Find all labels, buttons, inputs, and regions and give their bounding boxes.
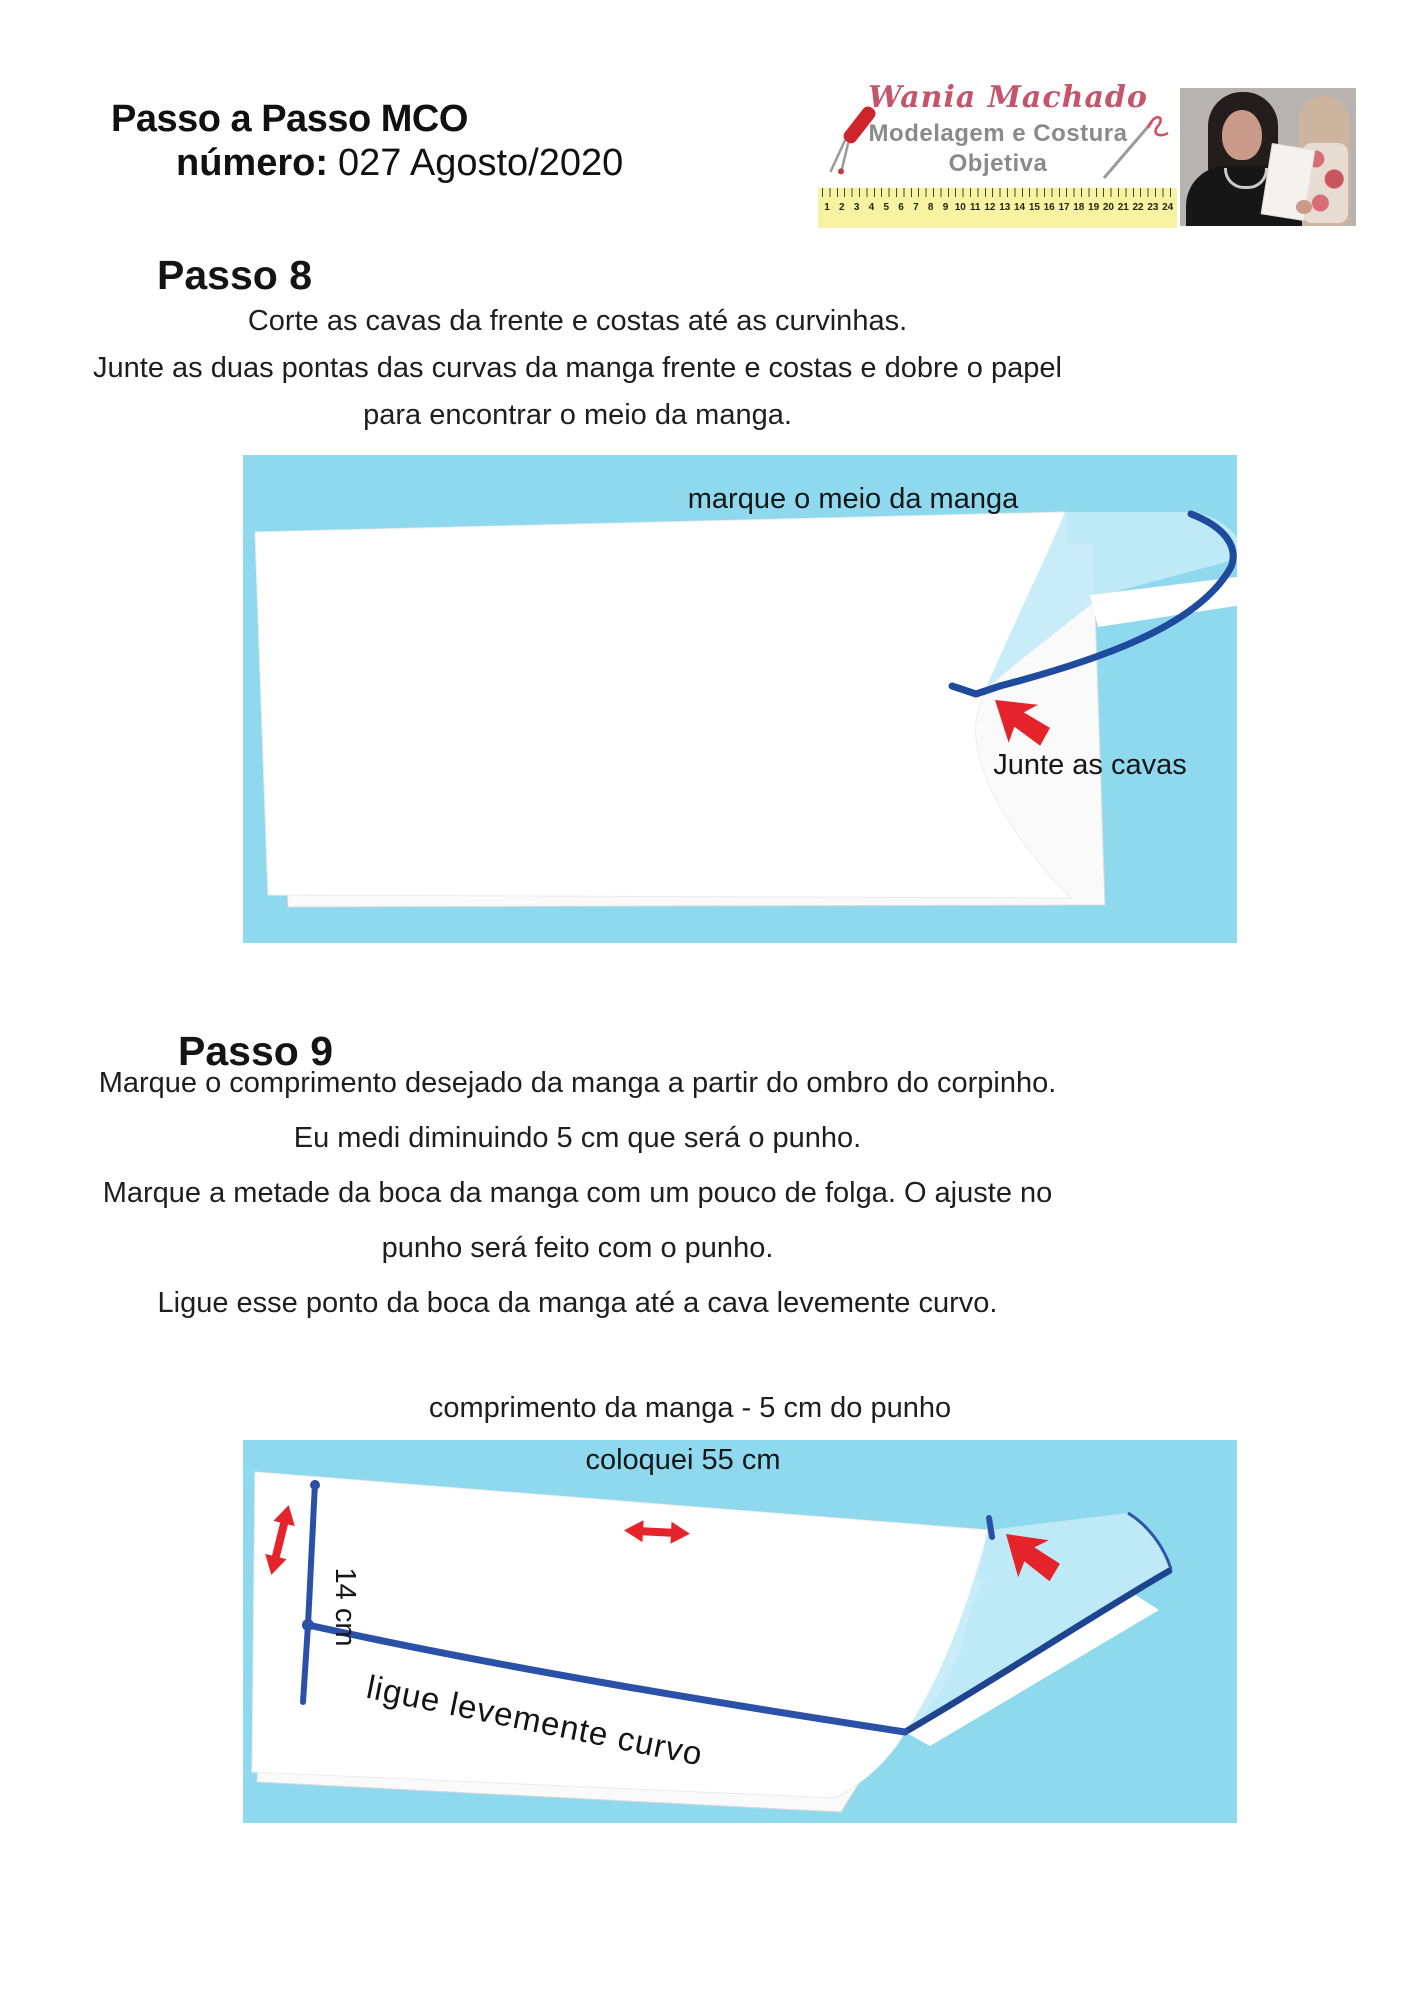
ruler-number: 22 (1132, 202, 1144, 213)
figure1-label-join: Junte as cavas (993, 749, 1187, 781)
ruler-ticks (822, 188, 1177, 197)
brand-subtitle-1: Modelagem e Costura (868, 120, 1128, 147)
ruler-number: 17 (1058, 202, 1070, 213)
figure2-label-14cm: 14 cm (329, 1567, 361, 1647)
ruler-number: 19 (1088, 202, 1100, 213)
step9-line-5: Ligue esse ponto da boca da manga até a cava levemente curvo. (157, 1287, 998, 1319)
ruler-number: 12 (984, 202, 996, 213)
step8-heading: Passo 8 (157, 252, 312, 298)
ruler-number: 9 (942, 202, 949, 213)
issue-number-value: 027 Agosto/2020 (338, 142, 624, 184)
ruler-number: 7 (913, 202, 919, 213)
ruler-number: 20 (1102, 202, 1114, 213)
ruler-number: 13 (999, 202, 1011, 213)
ruler-number: 15 (1028, 202, 1040, 213)
cava-tick-mark (989, 1518, 992, 1537)
step8-line-2: Junte as duas pontas das curvas da manga frente e costas e dobre o papel (93, 352, 1062, 384)
step8-line-3: para encontrar o meio da manga. (363, 399, 792, 431)
figure2-label-curve: ligue levemente curvo (363, 1668, 707, 1773)
step9-line-2: Eu medi diminuindo 5 cm que será o punho. (293, 1122, 862, 1154)
step9-figure (243, 1440, 1237, 1823)
photo-hand (1296, 200, 1312, 214)
ruler-number: 6 (898, 202, 904, 213)
issue-number-label: número: (176, 142, 328, 184)
step8-paragraph (0, 298, 1155, 439)
step9-line-1: Marque o comprimento desejado da manga a partir do ombro do corpinho. (98, 1067, 1057, 1099)
ruler-number: 1 (824, 202, 830, 213)
ruler-number: 23 (1147, 202, 1159, 213)
step9-line-4: punho será feito com o punho. (381, 1232, 774, 1264)
ruler-number: 24 (1162, 202, 1174, 213)
line-junction-dot (302, 1619, 314, 1631)
brand-name: Wania Machado (868, 80, 1148, 115)
step9-paragraph (0, 1056, 1155, 1331)
step9-line-3: Marque a metade da boca da manga com um pouco de folga. O ajuste no (102, 1177, 1053, 1209)
ruler-number: 5 (883, 202, 890, 213)
ruler-numbers (820, 202, 1175, 213)
step8-figure-drawing (243, 455, 1237, 943)
needle-icon (1096, 100, 1176, 190)
ruler-number: 21 (1117, 202, 1129, 213)
step9-heading: Passo 9 (178, 1028, 333, 1074)
ruler-number: 14 (1014, 202, 1026, 213)
step8-figure (243, 455, 1237, 943)
step8-line-1: Corte as cavas da frente e costas até as curvinhas. (247, 305, 908, 337)
figure1-label-middle: marque o meio da manga (687, 483, 1019, 515)
brand-logo (818, 62, 1178, 230)
issue-number-line (176, 142, 623, 185)
figure2-label-length: coloquei 55 cm (585, 1444, 781, 1476)
ruler-number: 8 (927, 202, 934, 213)
figure2-caption: comprimento da manga - 5 cm do punho (428, 1392, 952, 1424)
author-photo (1180, 88, 1356, 226)
page-title: Passo a Passo MCO (111, 98, 468, 140)
ruler-number: 11 (969, 202, 981, 213)
ruler-number: 10 (954, 202, 966, 213)
ruler-number: 4 (868, 202, 875, 213)
ruler-graphic (818, 188, 1177, 228)
ruler-number: 18 (1073, 202, 1085, 213)
brand-subtitle-2: Objetiva (948, 150, 1048, 177)
photo-person-face (1222, 110, 1262, 160)
ruler-number: 3 (853, 202, 860, 213)
line-end-dot (310, 1480, 320, 1490)
ruler-number: 2 (839, 202, 845, 213)
pattern-paper (255, 512, 1071, 898)
step9-figure-drawing (243, 1440, 1237, 1823)
ruler-number: 16 (1043, 202, 1055, 213)
